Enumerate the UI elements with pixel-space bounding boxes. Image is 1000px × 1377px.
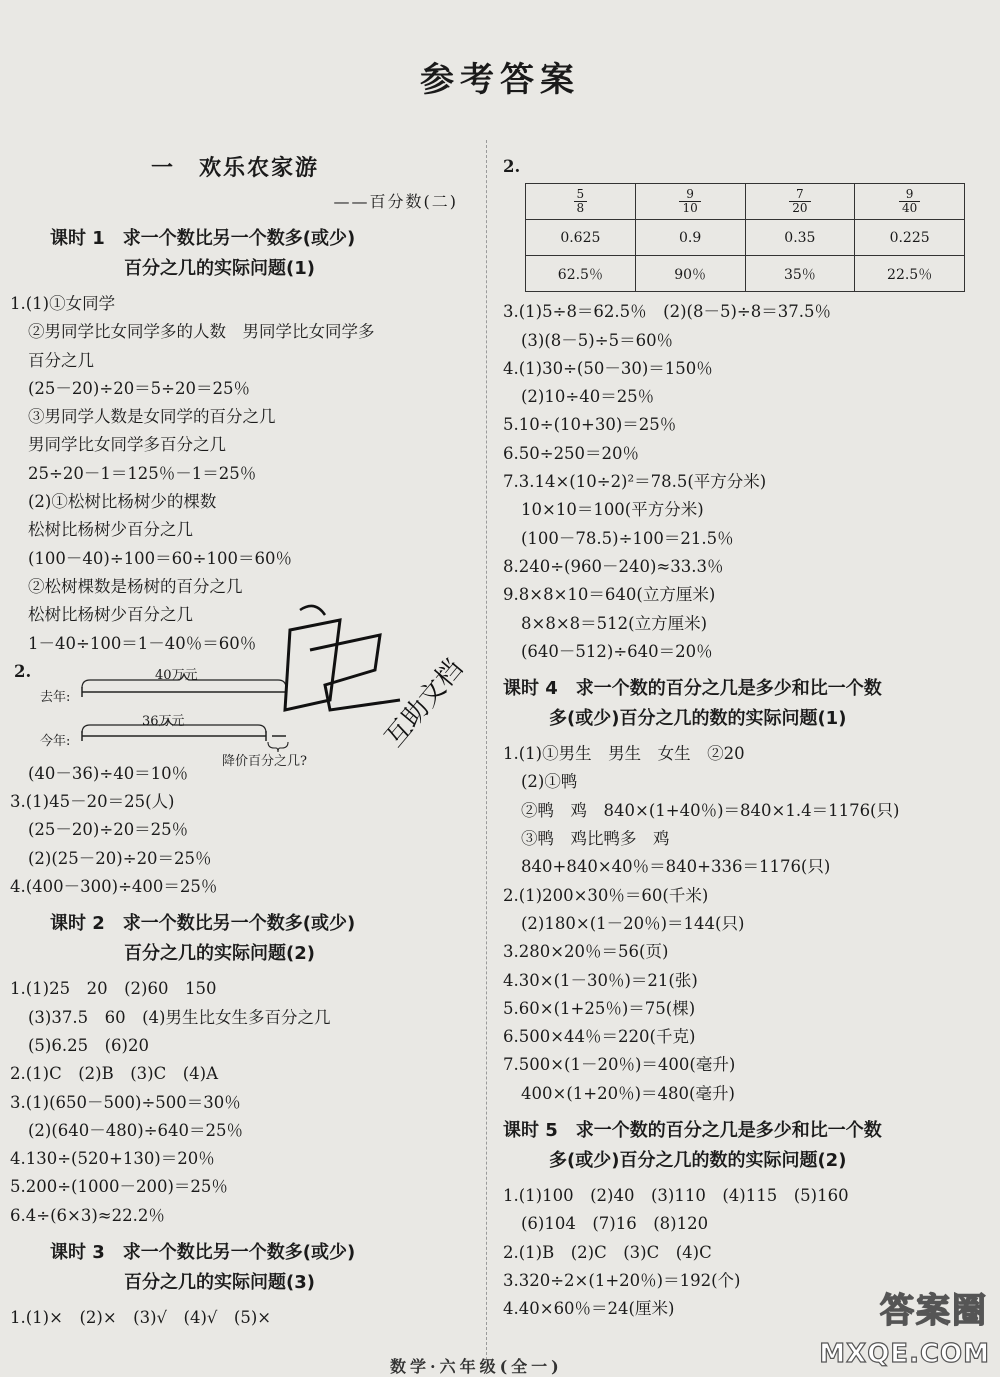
lesson-5-heading xyxy=(503,1116,983,1176)
answer-line: 3.280×20％＝56(页) xyxy=(503,942,669,962)
answer-line: 5.10÷(10+30)＝25％ xyxy=(503,415,677,435)
answer-line: (25－20)÷20＝5÷20＝25％ xyxy=(28,378,251,398)
table-cell: 0.9 xyxy=(635,220,745,256)
table-cell xyxy=(635,184,745,220)
page-footer: 数学·六年级(全一) xyxy=(390,1357,563,1376)
lesson-heading-line: 课时 4 求一个数的百分之几是多少和比一个数 xyxy=(503,678,882,700)
answer-line: 25÷20－1＝125％－1＝25％ xyxy=(28,463,257,483)
answer-line: (2)10÷40＝25％ xyxy=(521,387,655,407)
diagram-row-label-this-year: 今年: xyxy=(40,733,71,749)
lesson-2-answers xyxy=(10,975,480,1230)
table-row xyxy=(526,220,965,256)
table-cell: 90％ xyxy=(635,256,745,292)
lesson-2-heading xyxy=(10,909,480,969)
answer-line: ③男同学人数是女同学的百分之几 xyxy=(28,407,276,427)
answer-line: 6.500×44％＝220(千克) xyxy=(503,1027,696,1047)
answer-line: 1.(1)× (2)× (3)√ (4)√ (5)× xyxy=(10,1308,272,1328)
answer-line: ②鸭 鸡 840×(1+40％)＝840×1.4＝1176(只) xyxy=(521,800,900,820)
answer-line: 5.200÷(1000－200)＝25％ xyxy=(10,1177,228,1197)
lesson-heading-line: 百分之几的实际问题(2) xyxy=(124,943,315,965)
lesson-3-answers-continued xyxy=(503,298,983,666)
answer-line: 百分之几 xyxy=(28,350,94,370)
answer-line: 松树比杨树少百分之几 xyxy=(28,605,193,625)
answer-line: 840+840×40％＝840+336＝1176(只) xyxy=(521,857,831,877)
table-cell: 62.5％ xyxy=(526,256,636,292)
answer-line: (3)37.5 60 (4)男生比女生多百分之几 xyxy=(28,1007,331,1027)
answer-line: 1－40÷100＝1－40％＝60％ xyxy=(28,633,257,653)
table-cell: 0.625 xyxy=(526,220,636,256)
table-cell xyxy=(526,184,636,220)
fraction: $\frac{5}{8}$ xyxy=(574,188,588,215)
diagram-lines xyxy=(10,658,310,760)
answer-line: (2)(640－480)÷640＝25％ xyxy=(28,1120,244,1140)
lesson-1-answers-continued xyxy=(10,760,480,901)
handwritten-stamp xyxy=(270,590,470,760)
answer-line: 4.130÷(520+130)＝20％ xyxy=(10,1149,215,1169)
lesson-heading-line: 课时 1 求一个数比另一个数多(或少) xyxy=(50,228,356,249)
watermark-url: MXQE.COM xyxy=(819,1339,990,1369)
answer-line: 2.(1)200×30％＝60(千米) xyxy=(503,885,709,905)
answer-line: 5.60×(1+25％)＝75(棵) xyxy=(503,998,696,1018)
answer-line: 7.500×(1－20％)＝400(毫升) xyxy=(503,1055,736,1075)
lesson-3-answers xyxy=(10,1304,480,1332)
question-number: 2. xyxy=(14,661,32,681)
watermark-logo: 答案圈 xyxy=(880,1291,988,1331)
table-cell: 35％ xyxy=(745,256,855,292)
unit-title: 一 欢乐农家游 xyxy=(150,156,319,181)
lesson-heading-line: 多(或少)百分之几的数的实际问题(1) xyxy=(549,708,847,730)
answer-line: ②松树棵数是杨树的百分之几 xyxy=(28,576,243,596)
answer-line: 7.3.14×(10÷2)²＝78.5(平方分米) xyxy=(503,472,767,492)
table-cell: 0.35 xyxy=(745,220,855,256)
lesson-heading-line: 百分之几的实际问题(1) xyxy=(124,258,315,279)
answer-line: (5)6.25 (6)20 xyxy=(28,1035,149,1055)
question-number: 2. xyxy=(503,157,521,176)
lesson-1-heading xyxy=(10,224,480,284)
answer-line: 3.(1)5÷8＝62.5％ (2)(8－5)÷8＝37.5％ xyxy=(503,302,831,322)
answer-line: 松树比杨树少百分之几 xyxy=(28,520,193,540)
table-cell: 0.225 xyxy=(855,220,965,256)
lesson-heading-line: 课时 3 求一个数比另一个数多(或少) xyxy=(50,1242,356,1264)
lesson-heading-line: 课时 2 求一个数比另一个数多(或少) xyxy=(50,913,356,935)
answer-line: 1.(1)100 (2)40 (3)110 (4)115 (5)160 xyxy=(503,1186,849,1206)
answer-line: (100－78.5)÷100＝21.5％ xyxy=(521,528,734,548)
answer-line: 4.(1)30÷(50－30)＝150％ xyxy=(503,358,713,378)
answer-line: 6.4÷(6×3)≈22.2％ xyxy=(10,1205,165,1225)
answer-line: (6)104 (7)16 (8)120 xyxy=(521,1214,709,1234)
table-row xyxy=(526,256,965,292)
answer-line: 4.40×60％＝24(厘米) xyxy=(503,1299,675,1319)
fraction: $\frac{9}{40}$ xyxy=(899,188,920,215)
answer-line: (2)①鸭 xyxy=(521,772,578,792)
diagram-label-total-this-year: 36万元 xyxy=(142,713,185,729)
lesson-4-answers xyxy=(503,740,983,1108)
answer-line: (640－512)÷640＝20％ xyxy=(521,641,713,661)
answer-line: 3.320÷2×(1+20％)＝192(个) xyxy=(503,1270,741,1290)
table-cell xyxy=(745,184,855,220)
table-cell xyxy=(855,184,965,220)
lesson-3-heading xyxy=(10,1238,480,1298)
answer-line: 6.50÷250＝20％ xyxy=(503,443,640,463)
lesson-heading-line: 课时 5 求一个数的百分之几是多少和比一个数 xyxy=(503,1120,882,1142)
answer-line: (40－36)÷40＝10％ xyxy=(28,763,189,783)
lesson-heading-line: 多(或少)百分之几的数的实际问题(2) xyxy=(549,1150,847,1172)
right-column xyxy=(503,153,983,1324)
stamp-text: 互助文档 xyxy=(379,653,470,753)
answer-line: 9.8×8×10＝640(立方厘米) xyxy=(503,585,716,605)
answer-line: ③鸭 鸡比鸭多 鸡 xyxy=(521,829,670,849)
answer-line: (2)(25－20)÷20＝25％ xyxy=(28,848,212,868)
column-divider xyxy=(486,140,487,1360)
diagram-row-label-last-year: 去年: xyxy=(40,689,71,705)
diagram-label-total-last-year: 40万元 xyxy=(155,667,198,683)
answer-line: 8×8×8＝512(立方厘米) xyxy=(521,613,708,633)
table-cell: 22.5％ xyxy=(855,256,965,292)
answer-line: 3.(1)(650－500)÷500＝30％ xyxy=(10,1092,241,1112)
answer-line: 3.(1)45－20＝25(人) xyxy=(10,792,175,812)
answer-line: 男同学比女同学多百分之几 xyxy=(28,435,226,455)
answer-line: 1.(1)①男生 男生 女生 ②20 xyxy=(503,744,745,764)
answer-line: ②男同学比女同学多的人数 男同学比女同学多 xyxy=(28,322,375,342)
unit-subtitle: ——百分数(二) xyxy=(333,192,458,211)
table-row xyxy=(526,184,965,220)
answer-line: (25－20)÷20＝25％ xyxy=(28,820,189,840)
page-title: 参考答案 xyxy=(420,60,580,100)
answer-line: 8.240÷(960－240)≈33.3％ xyxy=(503,556,724,576)
answer-line: 2.(1)C (2)B (3)C (4)A xyxy=(10,1064,219,1084)
diagram-note: 降价百分之几? xyxy=(222,753,307,769)
answer-line: (2)①松树比杨树少的棵数 xyxy=(28,492,217,512)
answer-line: (3)(8－5)÷5＝60％ xyxy=(521,330,674,350)
fraction-conversion-table xyxy=(525,183,965,292)
answer-line: 400×(1+20％)＝480(毫升) xyxy=(521,1083,735,1103)
answer-line: (2)180×(1－20％)＝144(只) xyxy=(521,913,745,933)
answer-line: 2.(1)B (2)C (3)C (4)C xyxy=(503,1242,712,1262)
answer-line: 4.30×(1－30％)＝21(张) xyxy=(503,970,698,990)
answer-line: 4.(400－300)÷400＝25％ xyxy=(10,877,218,897)
answer-line: 10×10＝100(平方分米) xyxy=(521,500,704,520)
lesson-heading-line: 百分之几的实际问题(3) xyxy=(124,1272,315,1294)
site-watermark xyxy=(816,1283,994,1369)
answer-line: 1.(1)25 20 (2)60 150 xyxy=(10,979,217,999)
answer-line: (100－40)÷100＝60÷100＝60％ xyxy=(28,548,292,568)
fraction: $\frac{7}{20}$ xyxy=(789,188,810,215)
answer-line: 1.(1)①女同学 xyxy=(10,294,116,313)
lesson-4-heading xyxy=(503,674,983,734)
fraction: $\frac{9}{10}$ xyxy=(679,188,700,215)
